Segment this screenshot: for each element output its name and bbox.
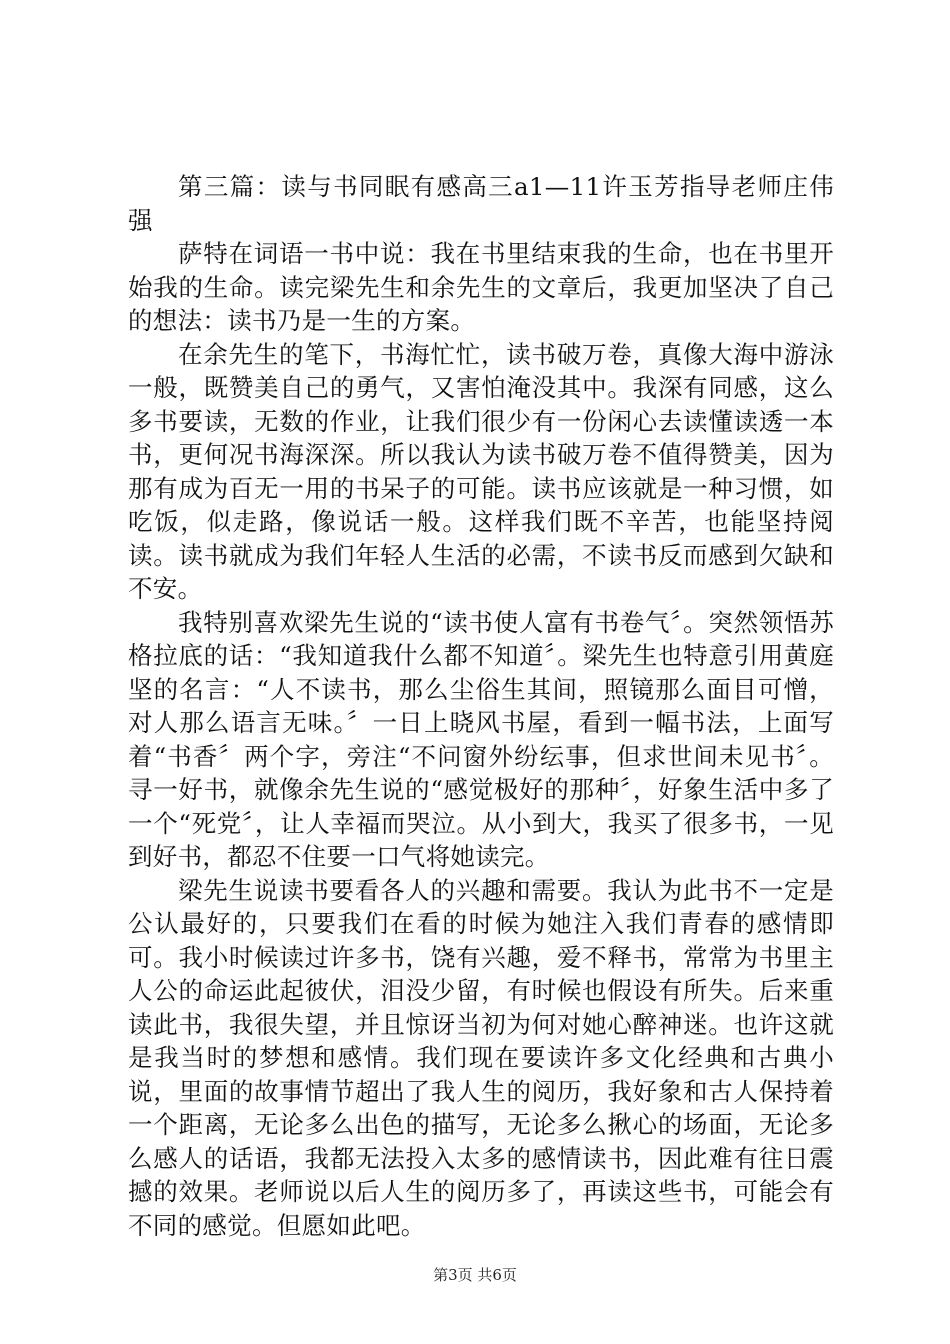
document-title: 第三篇：读与书同眠有感高三a1—11许玉芳指导老师庄伟强 [128, 172, 834, 235]
paragraph: 我特别喜欢梁先生说的“读书使人富有书卷气〞。突然领悟苏格拉底的话：“我知道我什么都不知道〞。梁先生也特意引用黄庭坚的名言：“人不读书，那么尘俗生其间，照镜那么面目可憎，对人那么语言无味。〞一日上晓风书屋，看到一幅书法，上面写着“书香〞两个字，旁注“不问窗外纷纭事，但求世间未见书〞。寻一好书，就像余先生说的“感觉极好的那种〞，好象生活中多了一个“死党〞，让人幸福而哭泣。从小到大，我买了很多书，一见到好书，都忍不住要一口气将她读完。 [128, 607, 834, 871]
paragraph: 萨特在词语一书中说：我在书里结束我的生命，也在书里开始我的生命。读完梁先生和余先生的文章后，我更加坚决了自己的想法：读书乃是一生的方案。 [128, 239, 834, 335]
page-footer: 第3页 共6页 [433, 1266, 517, 1284]
paragraph: 梁先生说读书要看各人的兴趣和需要。我认为此书不一定是公认最好的，只要我们在看的时候为她注入我们青春的感情即可。我小时候读过许多书，饶有兴趣，爱不释书，常常为书里主人公的命运此起彼伏，泪没少留，有时候也假设有所失。后来重读此书，我很失望，并且惊讶当初为何对她心醉神迷。也许这就是我当时的梦想和感情。我们现在要读许多文化经典和古典小说，里面的故事情节超出了我人生的阅历，我好象和古人保持着一个距离，无论多么出色的描写，无论多么揪心的场面，无论多么感人的话语，我都无法投入太多的感情读书，因此难有往日震撼的效果。老师说以后人生的阅历多了，再读这些书，可能会有不同的感觉。但愿如此吧。 [128, 875, 834, 1240]
document-body [128, 170, 834, 1242]
paragraph: 在余先生的笔下，书海忙忙，读书破万卷，真像大海中游泳一般，既赞美自己的勇气，又害怕淹没其中。我深有同感，这么多书要读，无数的作业，让我们很少有一份闲心去读懂读透一本书，更何况书海深深。所以我认为读书破万卷不值得赞美，因为那有成为百无一用的书呆子的可能。读书应该就是一种习惯，如吃饭，似走路，像说话一般。这样我们既不辛苦，也能坚持阅读。读书就成为我们年轻人生活的必需，不读书反而感到欠缺和不安。 [128, 339, 834, 603]
